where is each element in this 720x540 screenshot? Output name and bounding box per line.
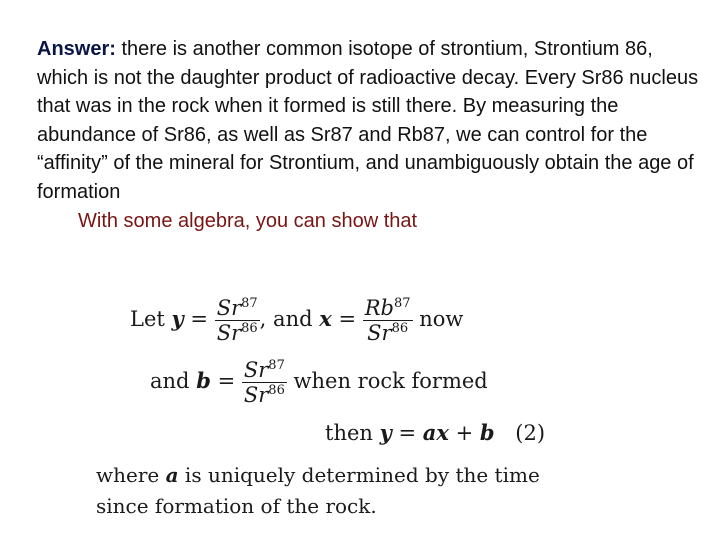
- plus-sign: +: [455, 421, 474, 445]
- equals-sign: =: [338, 307, 357, 331]
- element-symbol: Sr: [243, 383, 269, 407]
- fraction-rb87-sr86: [363, 296, 413, 345]
- var-b: b: [479, 420, 495, 445]
- element-symbol: Sr: [216, 321, 242, 345]
- denominator: [242, 383, 287, 407]
- equation-linear-relation: [325, 420, 545, 445]
- then-word: then: [325, 421, 373, 445]
- fraction-sr87-sr86: [242, 358, 287, 407]
- var-a: a: [165, 463, 179, 487]
- and-word: and: [273, 307, 313, 331]
- where-word: where: [96, 463, 160, 487]
- mass-number: 87: [241, 296, 258, 311]
- equation-y-x-definition: [130, 296, 463, 345]
- equation-number: (2): [515, 421, 546, 445]
- element-symbol: Sr: [367, 321, 392, 345]
- fraction-sr87-sr86: [215, 296, 260, 345]
- mass-number: 87: [394, 296, 411, 311]
- element-symbol: Sr: [243, 358, 269, 382]
- numerator: [215, 296, 260, 321]
- and-word: and: [150, 369, 190, 393]
- answer-body: there is another common isotope of strontium, Strontium 86, which is not the daughter product of radioactive decay. Every Sr86 nucleus that was in the rock when it formed is still there. By measuring the abundance of Sr86, as well as Sr87 and Rb87, we can control for the “affinity” of the mineral for Strontium, and unambiguously obtain the age of formation: [37, 38, 699, 203]
- answer-paragraph: [37, 35, 707, 235]
- mass-number: 86: [268, 383, 285, 398]
- mass-number: 86: [391, 321, 409, 336]
- var-b: b: [196, 368, 211, 393]
- algebra-intro: With some algebra, you can show that: [78, 209, 418, 232]
- numerator: [363, 296, 413, 321]
- answer-label: Answer:: [37, 38, 116, 60]
- when-rock-formed-text: when rock formed: [293, 369, 488, 393]
- var-y: y: [171, 306, 184, 331]
- equals-sign: =: [217, 369, 236, 393]
- conclusion-text: [96, 460, 540, 522]
- conclusion-line-1: [96, 460, 540, 491]
- mass-number: 87: [268, 358, 285, 373]
- var-x: x: [319, 306, 332, 331]
- conclusion-line-2: since formation of the rock.: [96, 494, 377, 518]
- element-symbol: Rb: [364, 296, 395, 320]
- equals-sign: =: [190, 307, 208, 331]
- let-word: Let: [130, 307, 165, 331]
- equals-sign: =: [398, 421, 417, 445]
- comma: ,: [259, 307, 267, 331]
- now-word: now: [419, 307, 464, 331]
- mass-number: 86: [241, 321, 258, 336]
- equation-b-definition: [150, 358, 488, 407]
- var-a: a: [422, 420, 437, 445]
- denominator: [363, 321, 413, 345]
- element-symbol: Sr: [216, 296, 242, 320]
- numerator: [242, 358, 287, 383]
- var-y: y: [379, 420, 392, 445]
- denominator: [215, 321, 260, 345]
- var-x: x: [436, 420, 449, 445]
- conclusion-rest: is uniquely determined by the time: [178, 463, 540, 487]
